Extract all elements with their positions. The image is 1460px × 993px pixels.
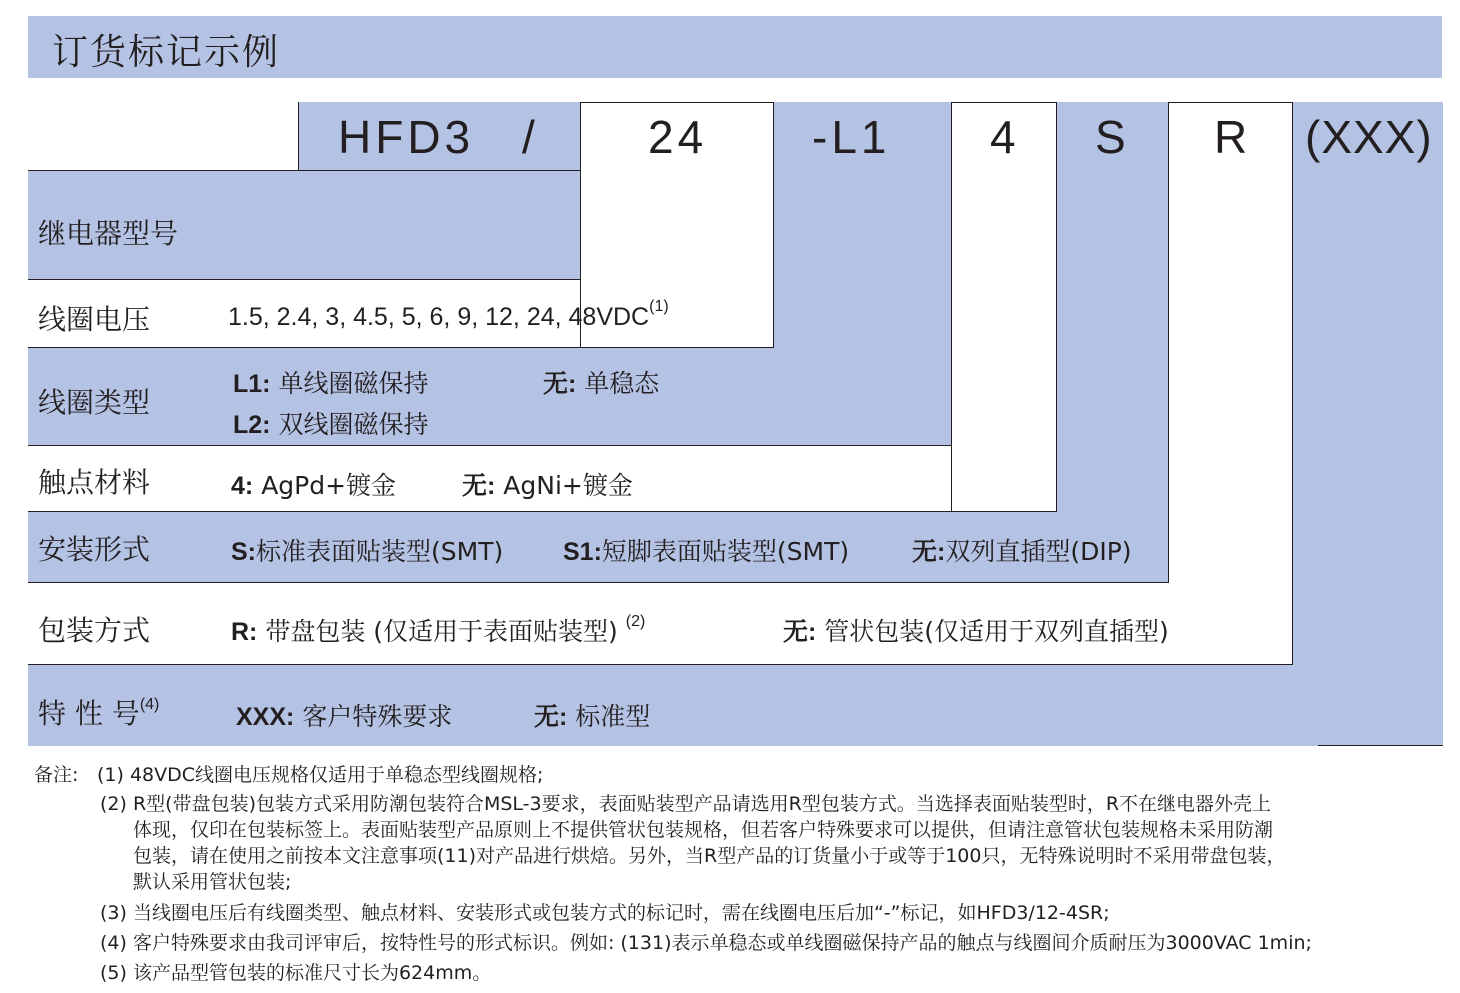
mount-s-key: S:	[231, 538, 256, 566]
page-title: 订货标记示例	[52, 32, 281, 73]
special-x-value: 客户特殊要求	[302, 702, 453, 731]
contact-4-value: AgPd+镀金	[261, 471, 397, 500]
coil-l1-key: L1:	[233, 370, 271, 398]
mount-s1-option	[563, 532, 849, 568]
pack-r-key: R:	[231, 618, 258, 646]
coil-l1-option	[233, 364, 428, 400]
contact-label: 触点材料	[38, 466, 151, 499]
note-3: (3) 当线圈电压后有线圈类型、触点材料、安装形式或包装方式的标记时，需在线圈电压后加“-”标记，如HFD3/12-4SR;	[100, 902, 1110, 924]
coil-row-band	[28, 347, 952, 446]
special-row-bottom-line	[1318, 745, 1443, 746]
mount-s1-key: S1:	[563, 538, 602, 566]
special-column	[1292, 102, 1443, 746]
coil-none-value: 单稳态	[584, 369, 660, 398]
note-1: (1) 48VDC线圈电压规格仅适用于单稳态型线圈规格;	[97, 764, 544, 786]
pack-none-value: 管状包装(仅适用于双列直插型)	[824, 617, 1169, 646]
contact-none-value: AgNi+镀金	[503, 471, 633, 500]
code-coil-type: -L1	[812, 111, 891, 163]
model-label: 继电器型号	[38, 217, 179, 250]
coil-l1-value: 单线圈磁保持	[278, 369, 429, 398]
contact-4-option	[231, 466, 396, 502]
pack-r-option	[231, 612, 645, 648]
pack-none-key: 无:	[783, 618, 817, 646]
mount-s-value: 标准表面贴装型(SMT)	[256, 537, 504, 566]
contact-none-option	[462, 466, 633, 502]
coil-label: 线圈类型	[38, 386, 151, 419]
code-special: (XXX)	[1305, 111, 1433, 163]
note-2-line-3: 包装，请在使用之前按本文注意事项(11)对产品进行烘焙。另外，当R型产品的订货量小于或等于100只，无特殊说明时不采用带盘包装，	[133, 845, 1286, 867]
special-label-note: (4)	[139, 696, 160, 713]
pack-note: (2)	[625, 613, 646, 630]
special-label-text: 特 性 号	[38, 697, 140, 730]
contact-none-key: 无:	[462, 472, 496, 500]
pack-none-option	[783, 612, 1169, 648]
voltage-values-text: 1.5, 2.4, 3, 4.5, 5, 6, 9, 12, 24, 48VDC	[228, 303, 650, 331]
note-2-line-2: 体现，仅印在包装标签上。表面贴装型产品原则上不提供管状包装规格，但若客户特殊要求可以提供，但请注意管状包装规格未采用防潮	[133, 819, 1274, 841]
coil-none-option	[543, 364, 659, 400]
coil-none-key: 无:	[543, 370, 577, 398]
special-none-value: 标准型	[575, 702, 651, 731]
note-2-line-1: (2) R型(带盘包装)包装方式采用防潮包装符合MSL-3要求，表面贴装型产品请选用R型包装方式。当选择表面贴装型时，R不在继电器外壳上	[100, 793, 1272, 815]
mount-label: 安装形式	[38, 533, 151, 566]
notes-prefix: 备注:	[34, 764, 79, 786]
voltage-label: 线圈电压	[38, 303, 151, 336]
pack-column-outline	[1168, 102, 1293, 582]
mount-s1-value: 短脚表面贴装型(SMT)	[601, 537, 850, 566]
contact-4-key: 4:	[231, 472, 254, 500]
code-mount: S	[1095, 111, 1130, 163]
mount-none-key: 无:	[912, 538, 946, 566]
code-slash: /	[522, 111, 539, 163]
note-5: (5) 该产品型管包装的标准尺寸长为624mm。	[100, 962, 492, 984]
code-contact: 4	[990, 111, 1020, 163]
voltage-note: (1)	[649, 298, 669, 315]
special-none-key: 无:	[534, 703, 568, 731]
pack-label: 包装方式	[38, 614, 151, 647]
code-model: HFD3	[338, 111, 475, 163]
note-4: (4) 客户特殊要求由我司评审后，按特性号的形式标识。例如: (131)表示单稳态或单线圈磁保持产品的触点与线圈间介质耐压为3000VAC 1min;	[100, 932, 1312, 954]
special-x-key: XXX:	[236, 703, 295, 731]
mount-none-value: 双列直插型(DIP)	[945, 537, 1132, 566]
code-pack: R	[1214, 111, 1252, 163]
coil-l2-option	[233, 405, 428, 441]
mount-s-option	[231, 532, 503, 568]
note-2-line-4: 默认采用管状包装;	[133, 871, 292, 893]
voltage-values	[228, 298, 669, 332]
coil-l2-value: 双线圈磁保持	[278, 410, 429, 439]
code-voltage: 24	[648, 111, 708, 163]
pack-r-value: 带盘包装 (仅适用于表面贴装型)	[265, 617, 618, 646]
special-label	[38, 692, 159, 732]
mount-none-option	[912, 532, 1132, 568]
special-x-option	[236, 697, 452, 733]
special-none-option	[534, 697, 650, 733]
coil-l2-key: L2:	[233, 411, 271, 439]
